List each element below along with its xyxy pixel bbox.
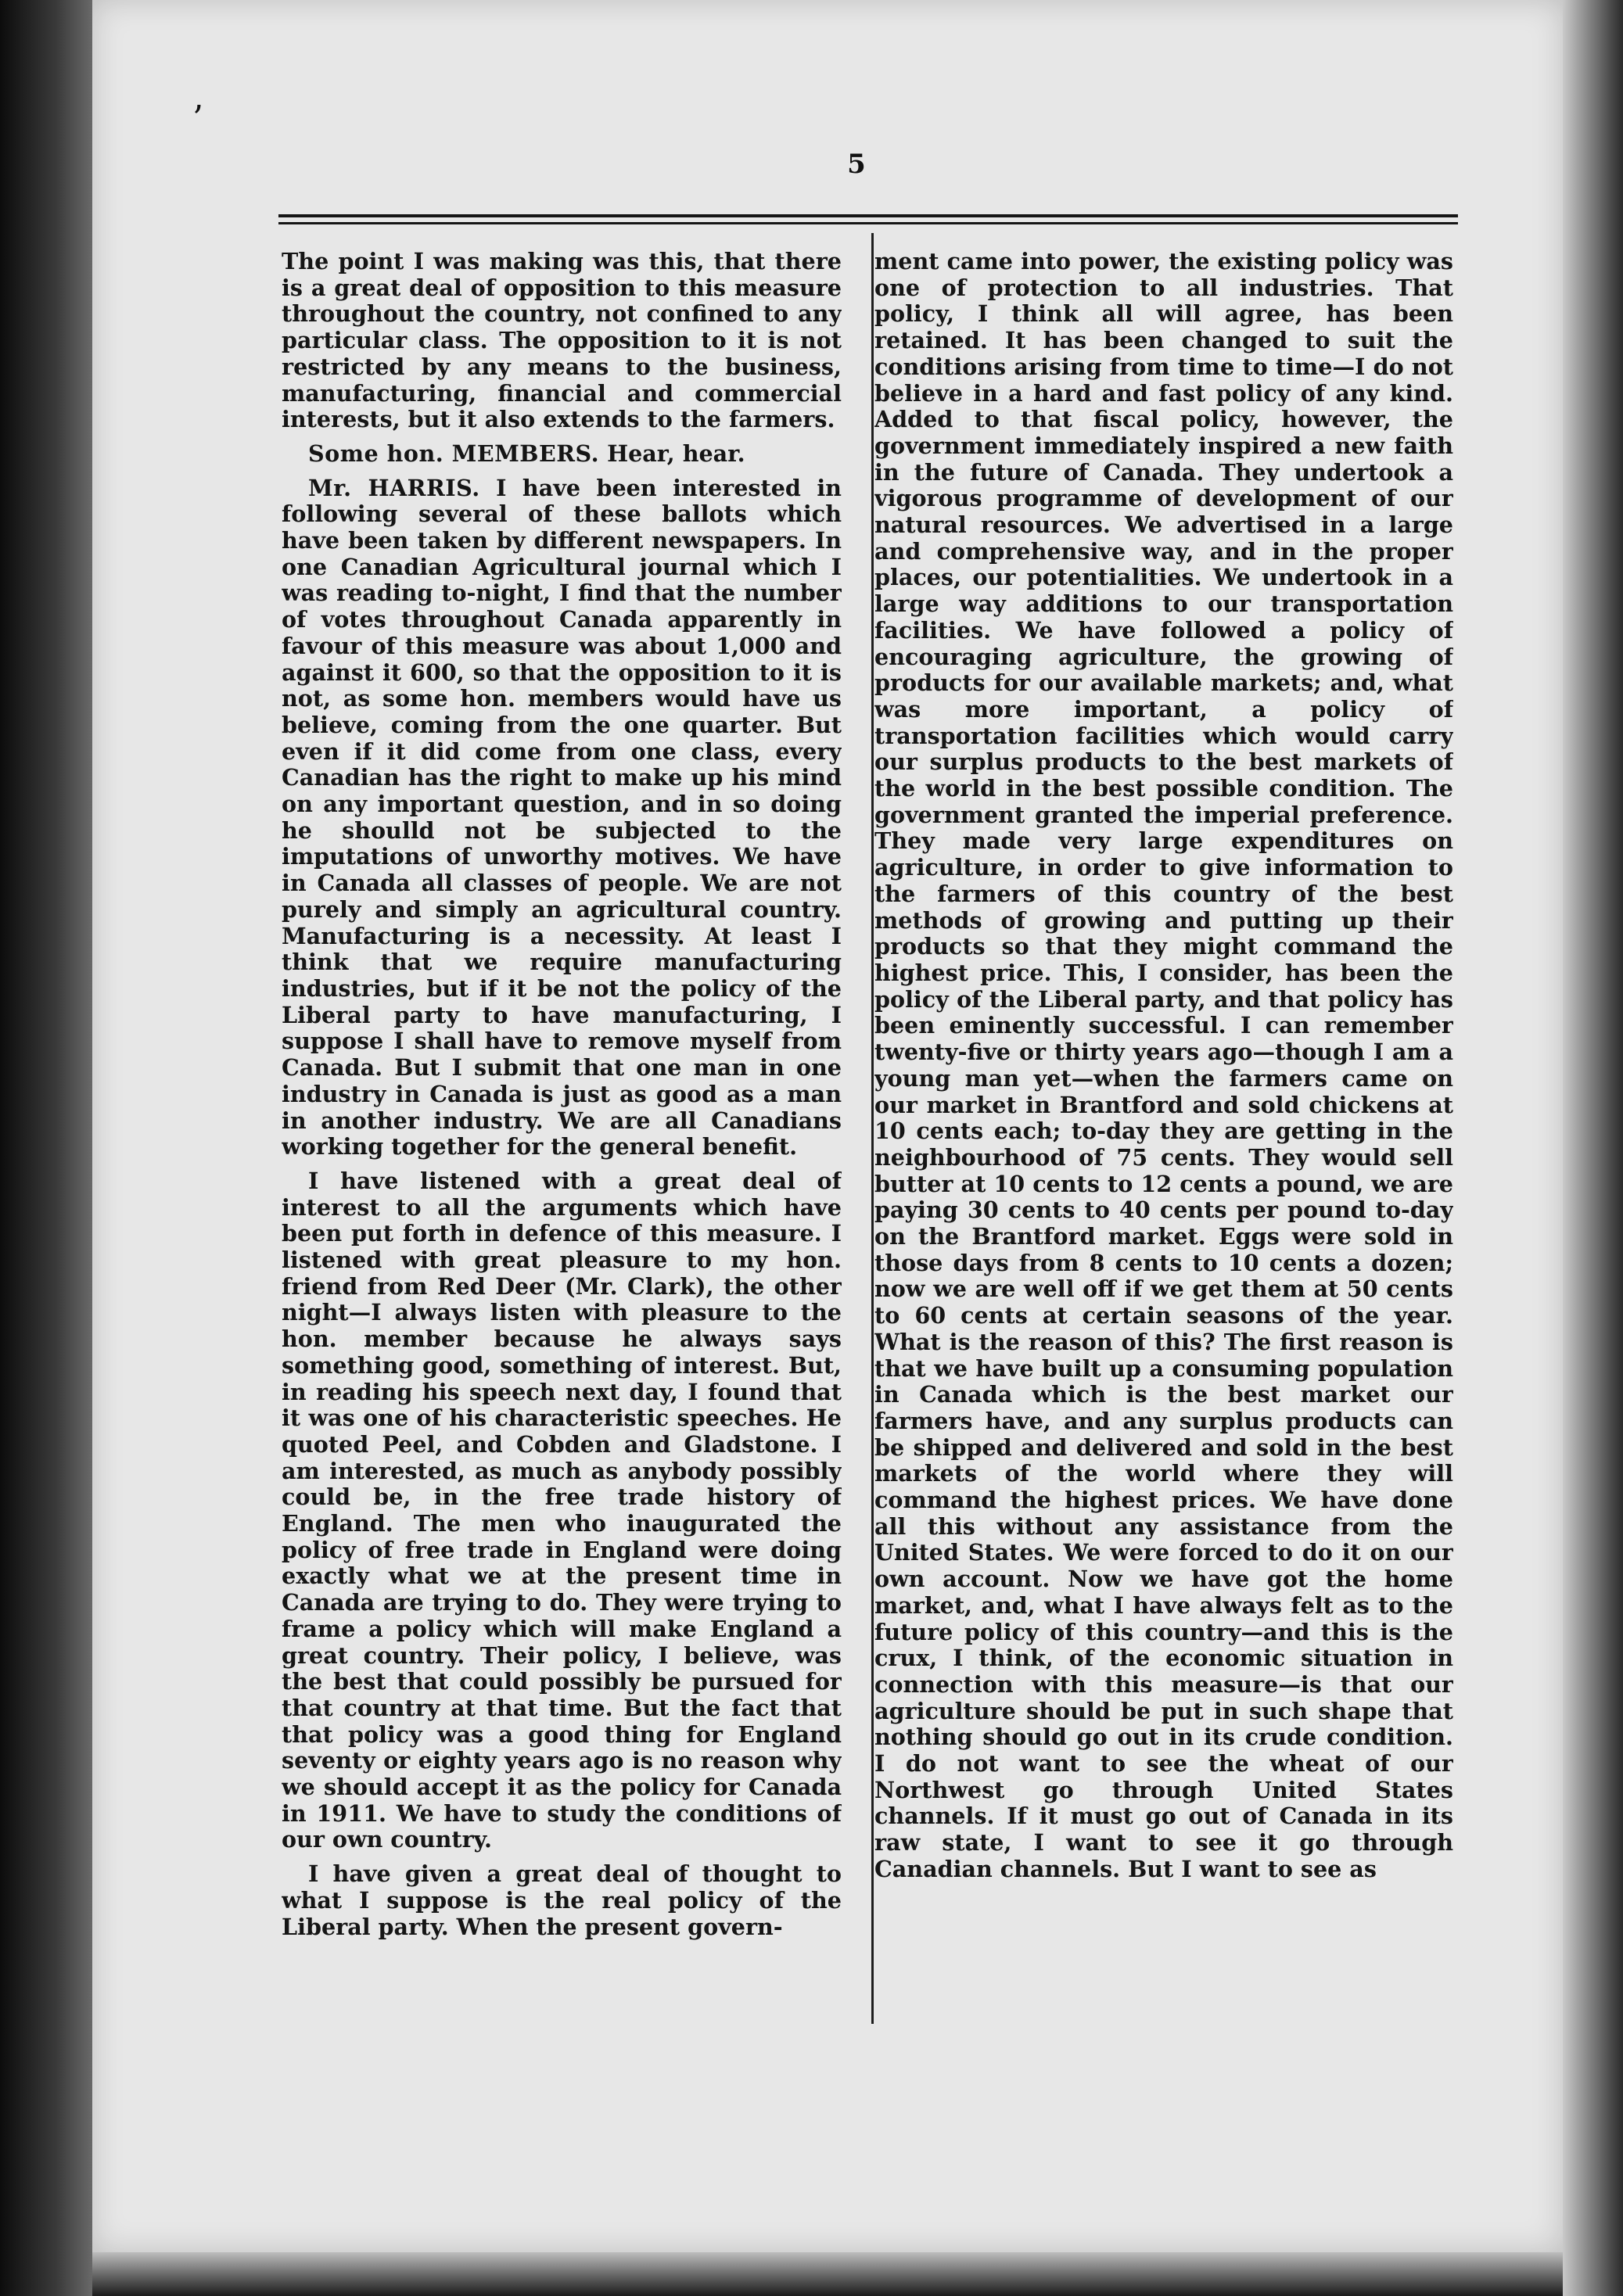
- speech-text: I have been interested in following several of these ballots which have been taken by different newspapers. In one Canadian Agricultural journal which I was reading to-night, I find that the number of votes throughout Canada apparently in favour of this measure was about 1,000 and against it 600, so that the opposition to it is not, as some hon. members would have us believe, coming from the one quarter. But even if it did come from one class, every Canadian has the right to make up his mind on any important question, and in so doing he shoulld not be subjected to the imputations of unworthy motives. We have in Canada all classes of people. We are not purely and simply an agricultural country. Manufacturing is a necessity. At least I think that we require manufacturing industries, but if it be not the policy of the Liberal party to have manufacturing, I suppose I shall have to remove myself from Canada. But I submit that one man in one industry in Canada is just as good as a man in another industry. We are all Canadians working together for the general benefit.: [282, 474, 842, 1161]
- page-bottom-edge: [92, 2252, 1563, 2296]
- paragraph: The point I was making was this, that there is a great deal of opposition to this measure throughout the country, not confined to any particular class. The opposition to it is not restricted by any means to the business, manufacturing, financial and commercial interests, but it also extends to the farmers.: [282, 249, 842, 433]
- paragraph: ment came into power, the existing policy was one of protection to all industries. That policy, I think all will agree, has been retained. It has been changed to suit the conditions arising from time to time—I do not believe in a hard and fast policy of any kind. Added to that fiscal policy, however, the government immediately inspired a new faith in the future of Canada. They undertook a vigorous programme of development of our natural resources. We advertised in a large and comprehensive way, and in the proper places, our potentialities. We undertook in a large way additions to our transportation facilities. We have followed a policy of encouraging agriculture, the growing of products for our available markets; and, what was more important, a policy of transportation facilities which would carry our surplus products to the best markets of the world in the best possible condition. The government granted the imperial preference. They made very large expenditures on agriculture, in order to give information to the farmers of this country of the best methods of growing and putting up their products so that they might command the highest price. This, I consider, has been the policy of the Liberal party, and that policy has been eminently successful. I can remember twenty-five or thirty years ago—though I am a young man yet—when the farmers came on our market in Brantford and sold chickens at 10 cents each; to-day they are getting in the neighbourhood of 75 cents. They would sell butter at 10 cents to 12 cents a pound, we are paying 30 cents to 40 cents per pound to-day on the Brantford market. Eggs were sold in those days from 8 cents to 10 cents a dozen; now we are well off if we get them at 50 cents to 60 cents at certain seasons of the year. What is the reason of this? The first reason is that we have built up a consuming population in Canada which is the best market our farmers have, and any surplus products can be shipped and delivered and sold in the best markets of the world where they will command the highest prices. We have done all this without any assistance from the United States. We were forced to do it on our own account. Now we have got the home market, and, what I have always felt as to the future policy of this country—and this is the crux, I think, of the economic situation in connection with this measure—is that our agriculture should be put in such shape that nothing should go out in its crude condition. I do not want to see the wheat of our Northwest go through United States channels. If it must go out of Canada in its raw state, I want to see it go through Canadian channels. But I want to see as: [874, 249, 1453, 1882]
- left-column: [282, 249, 842, 2024]
- paragraph: [282, 475, 842, 1161]
- page-number: 5: [847, 149, 866, 180]
- page-right-edge: [1563, 0, 1623, 2296]
- speaker-name: Mr. HARRIS.: [308, 474, 480, 501]
- column-divider: [871, 233, 874, 2024]
- right-column: [874, 249, 1453, 2024]
- speaker-name: Some hon. MEMBERS.: [308, 439, 600, 467]
- header-rule: [278, 214, 1458, 217]
- margin-mark: ’: [192, 99, 203, 138]
- paragraph: I have listened with a great deal of interest to all the arguments which have been put forth in defence of this measure. I listened with great pleasure to my hon. friend from Red Deer (Mr. Clark), the other night—I always listen with pleasure to the hon. member because he always says something good, something of interest. But, in reading his speech next day, I found that it was one of his characteristic speeches. He quoted Peel, and Cobden and Gladstone. I am interested, as much as anybody possibly could be, in the free trade history of England. The men who inaugurated the policy of free trade in England were doing exactly what we at the present time in Canada are trying to do. They were trying to frame a policy which will make England a great country. Their policy, I believe, was the best that could possibly be pursued for that country at that time. But the fact that that policy was a good thing for England seventy or eighty years ago is no reason why we should accept it as the policy for Canada in 1911. We have to study the conditions of our own country.: [282, 1167, 842, 1853]
- paragraph: [282, 441, 842, 468]
- speech-text: Hear, hear.: [607, 439, 745, 467]
- paragraph: I have given a great deal of thought to what I suppose is the real policy of the Liberal party. When the present govern-: [282, 1860, 842, 1940]
- header-rule-secondary: [278, 222, 1458, 224]
- scan-left-edge: [0, 0, 94, 2296]
